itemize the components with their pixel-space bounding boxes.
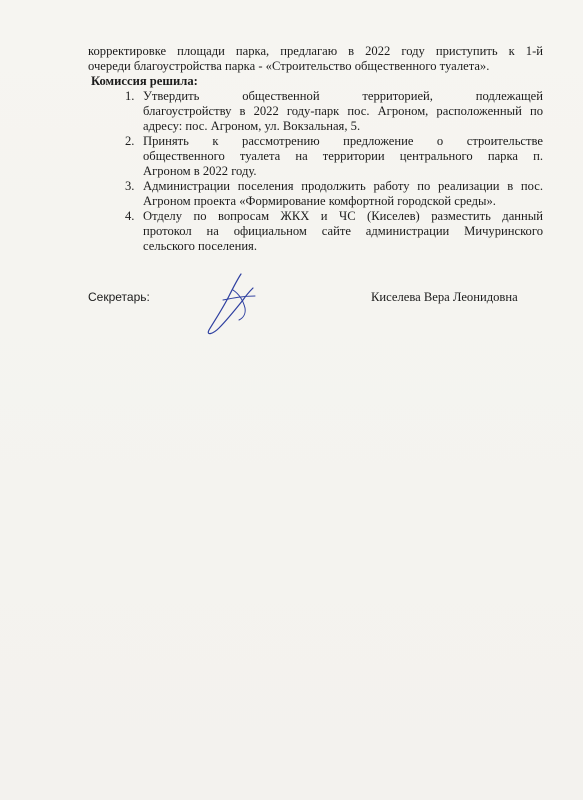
list-item-line: Утвердить общественной территорией, подлежащей	[143, 89, 543, 103]
list-item	[88, 209, 543, 254]
list-item-line: Агроном проекта «Формирование комфортной городской среды».	[143, 194, 496, 208]
handwritten-signature	[193, 270, 263, 340]
secretary-name: Киселева Вера Леонидовна	[371, 290, 518, 304]
list-item-line: благоустройству в 2022 году-парк пос. Агроном, расположенный по	[143, 104, 543, 118]
secretary-label: Секретарь:	[88, 290, 150, 304]
list-item-line: адресу: пос. Агроном, ул. Вокзальная, 5.	[143, 119, 361, 133]
decision-list	[88, 89, 543, 254]
list-item-line: Отделу по вопросам ЖКХ и ЧС (Киселев) разместить данный	[143, 209, 543, 223]
list-item-line: Агроном в 2022 году.	[143, 164, 257, 178]
list-item-number: 2.	[125, 134, 135, 148]
list-item-line: протокол на официальном сайте администрации Мичуринского	[143, 224, 543, 238]
list-item-number: 4.	[125, 209, 135, 223]
intro-line-2: очереди благоустройства парка - «Строительство общественного туалета».	[88, 59, 490, 73]
list-item-number: 1.	[125, 89, 135, 103]
decision-heading: Комиссия решила:	[91, 74, 198, 88]
list-item	[88, 179, 543, 209]
list-item-line: общественного туалета на территории центрального парка п.	[143, 149, 543, 163]
list-item-number: 3.	[125, 179, 135, 193]
list-item	[88, 134, 543, 179]
list-item-line: Администрации поселения продолжить работу по реализации в пос.	[143, 179, 543, 193]
intro-line-1: корректировке площади парка, предлагаю в 2022 году приступить к 1-й	[88, 44, 543, 58]
document-body	[88, 44, 543, 254]
list-item-line: сельского поселения.	[143, 239, 258, 253]
list-item	[88, 89, 543, 134]
list-item-line: Принять к рассмотрению предложение о строительстве	[143, 134, 543, 148]
